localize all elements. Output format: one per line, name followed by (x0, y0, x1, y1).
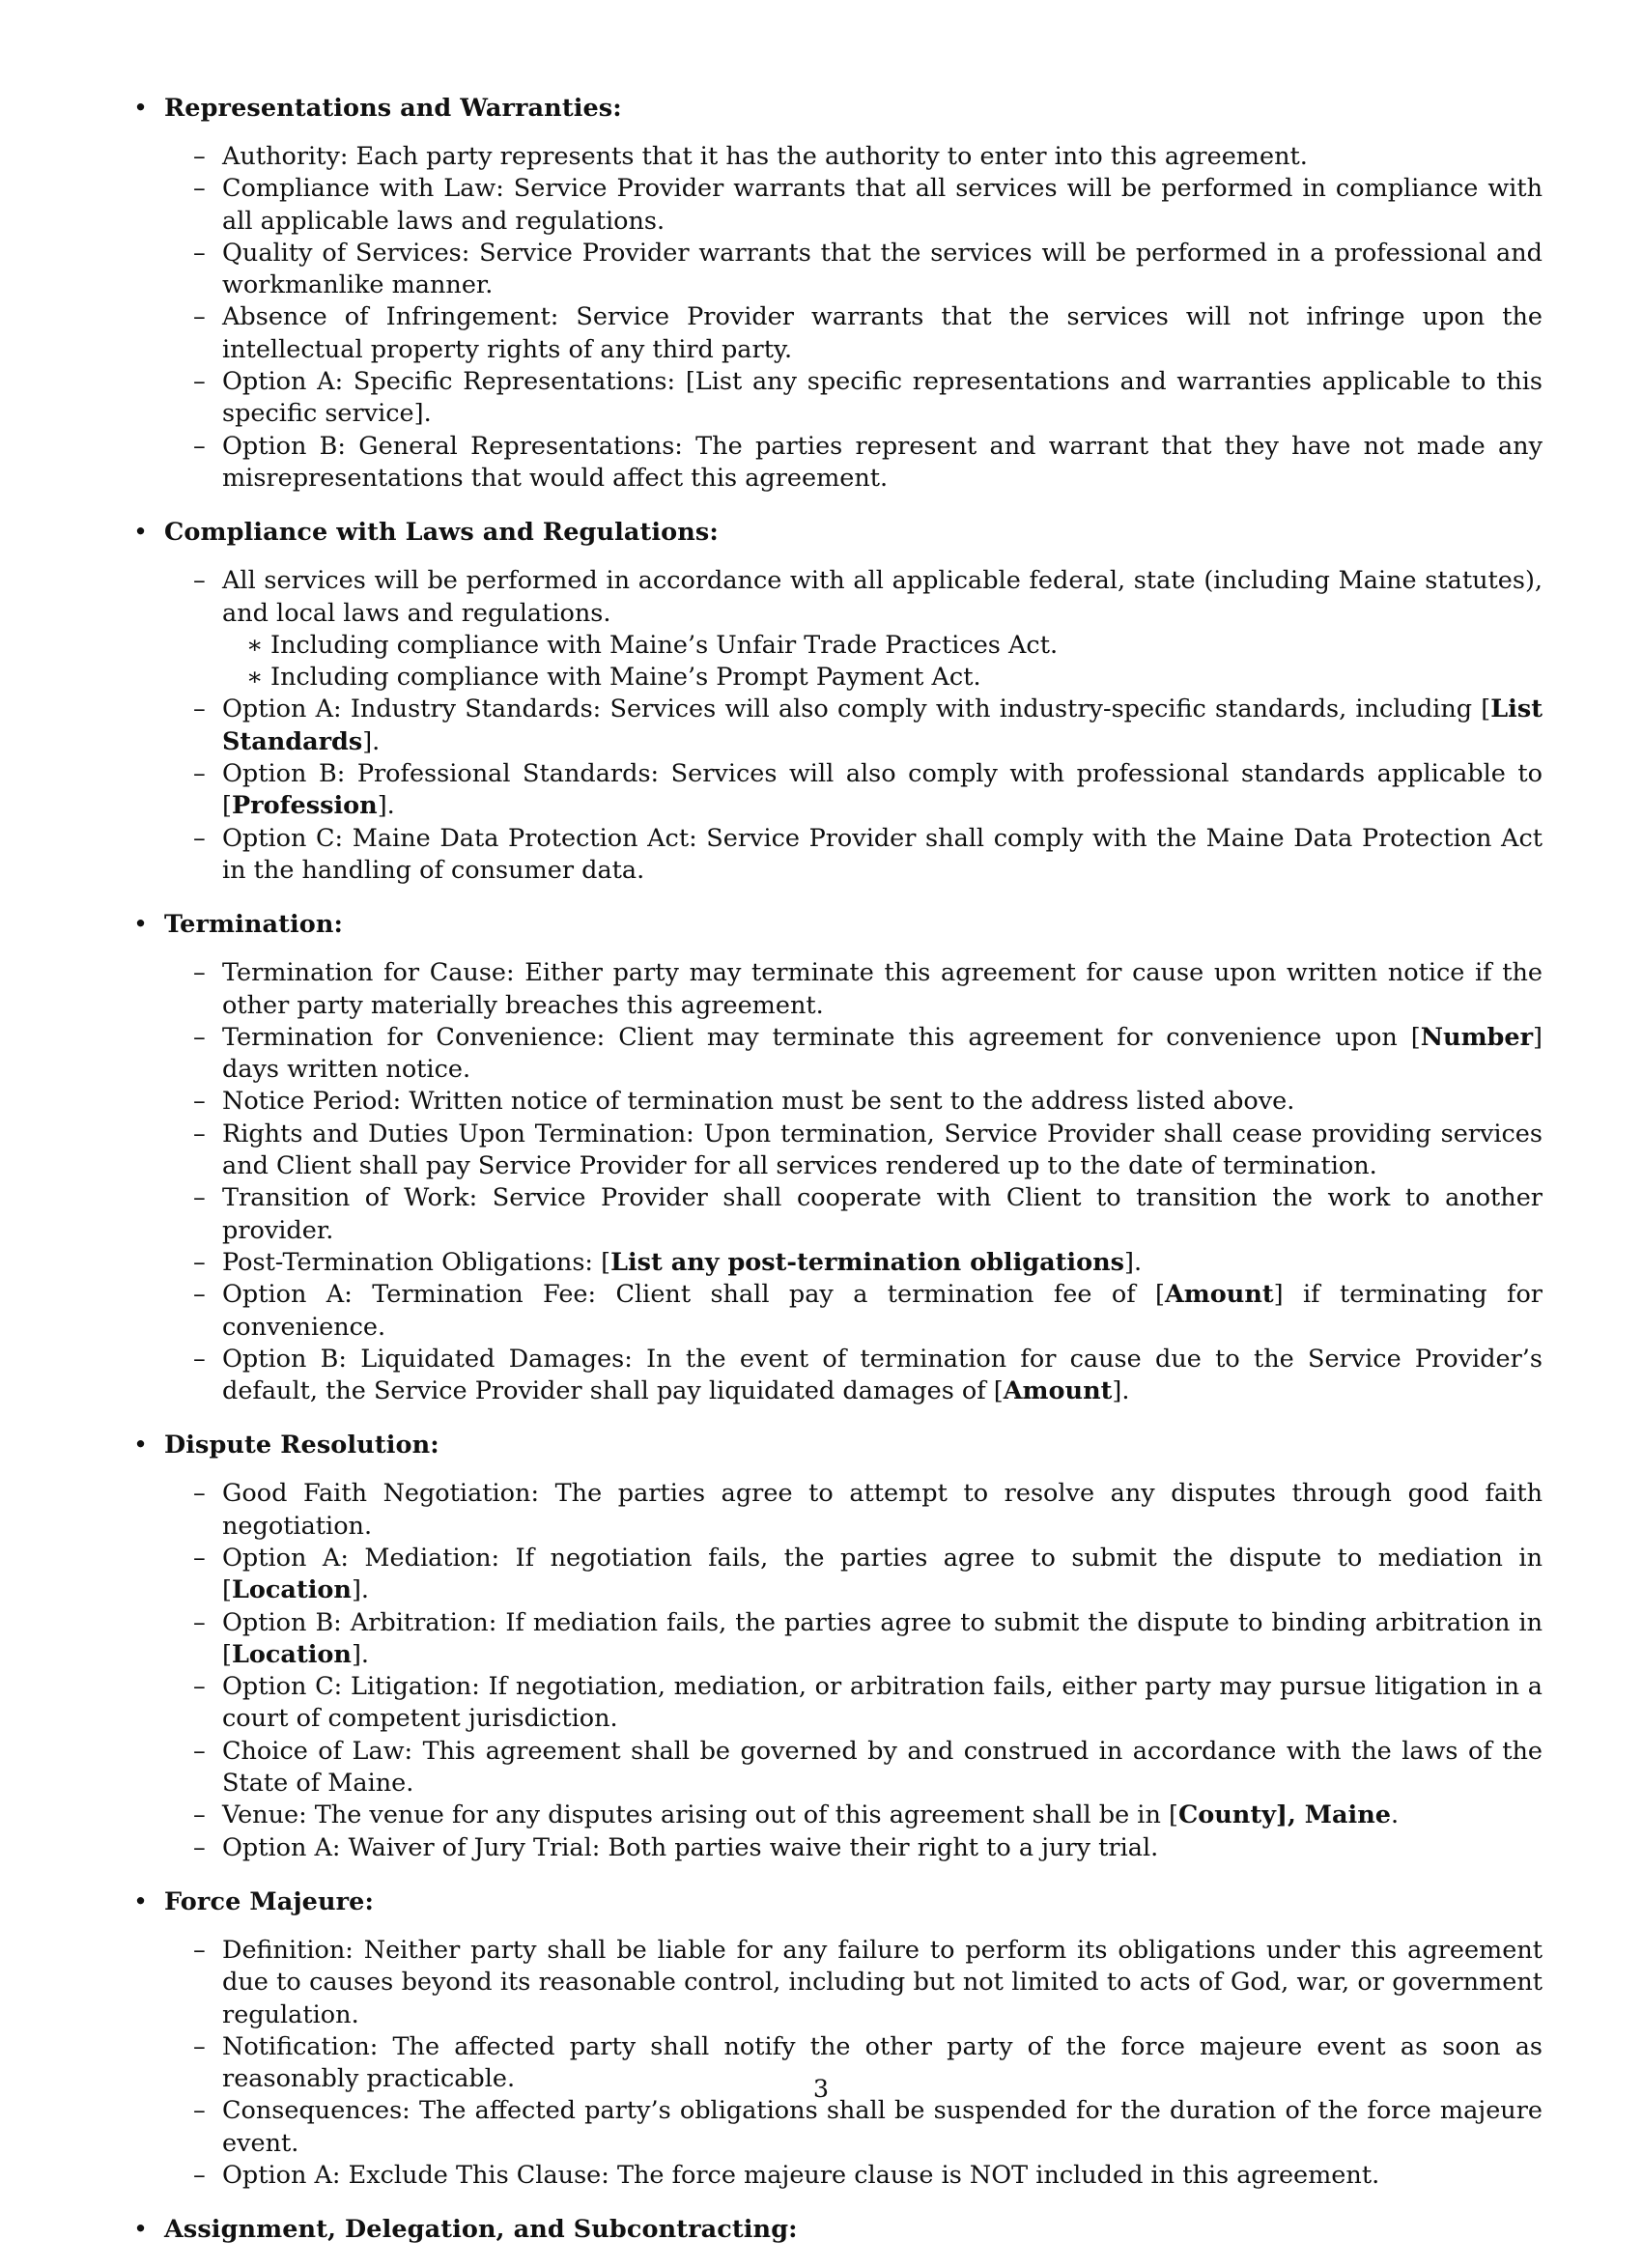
list-item (222, 238, 1543, 302)
list-item (222, 1279, 1543, 1344)
list-item (222, 1736, 1543, 1800)
list-item (222, 1671, 1543, 1736)
list-item (222, 366, 1543, 431)
list-item (222, 2160, 1543, 2192)
item-text: Post-Termination Obligations: [ (222, 1247, 611, 1277)
item-text: Consequences: The affected party’s obligations shall be suspended for the duration of the force majeure event. (222, 2096, 1543, 2158)
item-text: Quality of Services: Service Provider warrants that the services will be performed in a professional and workmanlike manner. (222, 238, 1543, 300)
item-text: ]. (362, 726, 381, 756)
item-text: Option A: Mediation: If negotiation fails, the parties agree to submit the dispute to mediation in [ (222, 1543, 1543, 1605)
item-text: Good Faith Negotiation: The parties agree to attempt to resolve any disputes through good faith negotiation. (222, 1479, 1543, 1541)
list-item (222, 957, 1543, 1022)
list-item (222, 694, 1543, 758)
item-text: Choice of Law: This agreement shall be governed by and construed in accordance with the laws of the State of Maine. (222, 1736, 1543, 1799)
item-text: Venue: The venue for any disputes arising out of this agreement shall be in [ (222, 1800, 1178, 1830)
list-item (222, 2095, 1543, 2160)
list-item (222, 1543, 1543, 1607)
section-title: • Termination: (164, 909, 1543, 941)
item-text: ]. (1124, 1247, 1143, 1277)
list-item (222, 1247, 1543, 1279)
placeholder-field: Profession (231, 791, 378, 821)
sub-item-list (222, 630, 1543, 695)
item-text: Notification: The affected party shall notify the other party of the force majeure event as soon as reasonably practicable. (222, 2031, 1543, 2094)
item-text: Definition: Neither party shall be liable for any failure to perform its obligations under this agreement due to causes beyond its reasonable control, including but not limited to acts of God, war, or government regulation. (222, 1935, 1543, 2029)
item-text: ]. (377, 791, 395, 821)
section (127, 909, 1543, 1407)
item-text: Option B: Arbitration: If mediation fails, the parties agree to submit the dispute to binding arbitration in [ (222, 1607, 1543, 1669)
item-text: Option A: Termination Fee: Client shall pay a termination fee of [ (222, 1280, 1166, 1310)
document-body (127, 93, 1543, 2268)
list-item (222, 1478, 1543, 1543)
list-item (222, 1800, 1543, 1831)
placeholder-field: Number (1420, 1022, 1534, 1052)
placeholder-field: County], Maine (1177, 1800, 1391, 1830)
list-item (222, 141, 1543, 173)
list-item (222, 1119, 1543, 1183)
section-title: • Compliance with Laws and Regulations: (164, 517, 1543, 549)
placeholder-field: Location (231, 1575, 352, 1605)
section (127, 2214, 1543, 2246)
item-text: Option C: Maine Data Protection Act: Service Provider shall comply with the Maine Data Protection Act in the handling of consumer data. (222, 823, 1543, 885)
item-text: Option B: Liquidated Damages: In the event of termination for cause due to the Service Provider’s default, the Service Provider shall pay liquidated damages of [ (222, 1344, 1543, 1406)
section (127, 1886, 1543, 2192)
placeholder-field: Amount (1165, 1280, 1274, 1310)
item-text: Compliance with Law: Service Provider warrants that all services will be performed in compliance with all applicable laws and regulations. (222, 174, 1543, 236)
item-text: Authority: Each party represents that it has the authority to enter into this agreement. (222, 142, 1308, 171)
list-item (222, 565, 1543, 694)
item-text: Option A: Industry Standards: Services will also comply with industry-specific standards, including [ (222, 695, 1491, 724)
item-text: ] days written notice. (222, 1022, 1543, 1085)
section-item-list (164, 565, 1543, 887)
item-text: Transition of Work: Service Provider shall cooperate with Client to transition the work to another provider. (222, 1183, 1543, 1245)
placeholder-field: List any post-termination obligations (610, 1247, 1125, 1277)
sub-list-item: ∗ Including compliance with Maine’s Unfair Trade Practices Act. (270, 630, 1543, 662)
sub-list-item: ∗ Including compliance with Maine’s Prompt Payment Act. (270, 662, 1543, 694)
item-text: Option C: Litigation: If negotiation, mediation, or arbitration fails, either party may pursue litigation in a court of competent jurisdiction. (222, 1672, 1543, 1734)
section-title: • Representations and Warranties: (164, 93, 1543, 125)
section-title: • Dispute Resolution: (164, 1430, 1543, 1461)
item-text: ]. (1112, 1376, 1130, 1406)
list-item (222, 1832, 1543, 1864)
list-item (222, 758, 1543, 823)
section-item-list (164, 141, 1543, 495)
page-number: 3 (812, 2075, 830, 2104)
item-text: Rights and Duties Upon Termination: Upon termination, Service Provider shall cease providing services and Client shall pay Service Provider for all services rendered up to the date of termination. (222, 1119, 1543, 1181)
item-text: Option A: Waiver of Jury Trial: Both parties waive their right to a jury trial. (222, 1832, 1159, 1862)
list-item (222, 1607, 1543, 1672)
item-text: All services will be performed in accordance with all applicable federal, state (including Maine statutes), and local laws and regulations. (222, 566, 1543, 628)
section-title: • Force Majeure: (164, 1886, 1543, 1918)
item-text: . (1390, 1800, 1400, 1830)
list-item (222, 301, 1543, 366)
section-item-list (164, 957, 1543, 1407)
item-text: Termination for Convenience: Client may terminate this agreement for convenience upon [ (222, 1022, 1421, 1052)
list-item (222, 1182, 1543, 1247)
section-item-list (164, 1478, 1543, 1864)
placeholder-field: Location (231, 1639, 352, 1669)
list-item (222, 1022, 1543, 1087)
item-text: Option A: Exclude This Clause: The force majeure clause is NOT included in this agreement. (222, 2161, 1380, 2191)
list-item (222, 1344, 1543, 1408)
item-text: ] if terminating for convenience. (222, 1280, 1543, 1342)
section (127, 93, 1543, 495)
item-text: Notice Period: Written notice of termination must be sent to the address listed above. (222, 1087, 1295, 1117)
item-text: ]. (351, 1639, 370, 1669)
list-item (222, 1086, 1543, 1118)
section (127, 517, 1543, 887)
list-item (222, 1935, 1543, 2031)
list-item (222, 823, 1543, 888)
item-text: Option A: Specific Representations: [List any specific representations and warranties applicable to this specific service]. (222, 367, 1543, 429)
list-item (222, 431, 1543, 496)
section-title: • Assignment, Delegation, and Subcontracting: (164, 2214, 1543, 2246)
item-text: Option B: General Representations: The parties represent and warrant that they have not made any misrepresentations that would affect this agreement. (222, 431, 1543, 493)
section-item-list (164, 1935, 1543, 2192)
section (127, 1430, 1543, 1864)
item-text: ]. (351, 1575, 370, 1605)
item-text: Option B: Professional Standards: Services will also comply with professional standards applicable to [ (222, 759, 1543, 821)
list-item (222, 173, 1543, 238)
placeholder-field: Amount (1003, 1376, 1113, 1406)
item-text: Absence of Infringement: Service Provider warrants that the services will not infringe upon the intellectual property rights of any third party. (222, 302, 1543, 364)
item-text: Termination for Cause: Either party may terminate this agreement for cause upon written notice if the other party materially breaches this agreement. (222, 958, 1543, 1020)
placeholder-field: List Standards (222, 695, 1543, 756)
